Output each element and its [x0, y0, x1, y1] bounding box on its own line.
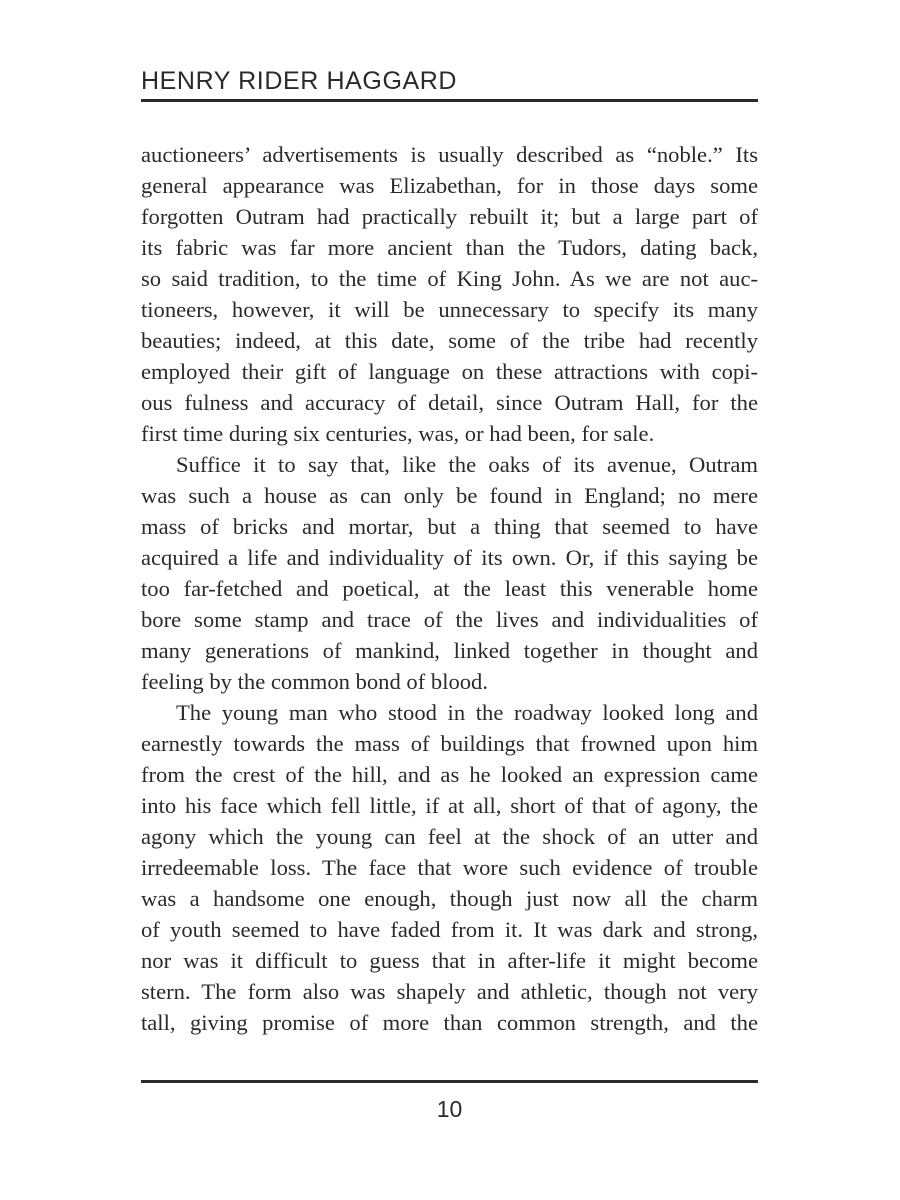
text-line: nor was it difficult to guess that in after-life it might become	[141, 948, 758, 973]
text-line: was such a house as can only be found in England; no mere	[141, 483, 758, 508]
text-line: employed their gift of language on these attractions with copi-	[141, 359, 758, 384]
text-line: tall, giving promise of more than common strength, and the	[141, 1010, 758, 1035]
footer-rule	[141, 1080, 758, 1083]
text-line: was a handsome one enough, though just now all the charm	[141, 886, 758, 911]
text-line: irredeemable loss. The face that wore such evidence of trouble	[141, 855, 758, 880]
text-line: from the crest of the hill, and as he looked an expression came	[141, 762, 758, 787]
body-text	[141, 139, 758, 1038]
text-line: beauties; indeed, at this date, some of the tribe had recently	[141, 328, 758, 353]
paragraph-3	[141, 697, 758, 1038]
text-line: ous fulness and accuracy of detail, since Outram Hall, for the	[141, 390, 758, 415]
text-line: acquired a life and individuality of its own. Or, if this saying be	[141, 545, 758, 570]
text-line: first time during six centuries, was, or had been, for sale.	[141, 421, 655, 446]
text-line: Suffice it to say that, like the oaks of its avenue, Outram	[176, 452, 758, 477]
text-line: stern. The form also was shapely and athletic, though not very	[141, 979, 758, 1004]
text-line: agony which the young can feel at the shock of an utter and	[141, 824, 758, 849]
text-line: mass of bricks and mortar, but a thing that seemed to have	[141, 514, 758, 539]
header-rule	[141, 99, 758, 102]
text-line: The young man who stood in the roadway looked long and	[176, 700, 758, 725]
text-line: of youth seemed to have faded from it. It was dark and strong,	[141, 917, 758, 942]
text-line: too far-fetched and poetical, at the least this venerable home	[141, 576, 758, 601]
text-line: general appearance was Elizabethan, for in those days some	[141, 173, 758, 198]
paragraph-1	[141, 139, 758, 449]
text-line: its fabric was far more ancient than the Tudors, dating back,	[141, 235, 758, 260]
text-line: auctioneers’ advertisements is usually described as “noble.” Its	[141, 142, 758, 167]
text-line: earnestly towards the mass of buildings that frowned upon him	[141, 731, 758, 756]
page-number: 10	[436, 1096, 463, 1122]
text-line: so said tradition, to the time of King John. As we are not auc-	[141, 266, 758, 291]
running-head-author: HENRY RIDER HAGGARD	[141, 67, 458, 95]
book-page	[141, 0, 758, 1200]
text-line: feeling by the common bond of blood.	[141, 669, 489, 694]
text-line: tioneers, however, it will be unnecessary to specify its many	[141, 297, 758, 322]
text-line: bore some stamp and trace of the lives and individualities of	[141, 607, 758, 632]
paragraph-2	[141, 449, 758, 697]
text-line: into his face which fell little, if at all, short of that of agony, the	[141, 793, 758, 818]
text-line: many generations of mankind, linked together in thought and	[141, 638, 758, 663]
text-line: forgotten Outram had practically rebuilt it; but a large part of	[141, 204, 758, 229]
